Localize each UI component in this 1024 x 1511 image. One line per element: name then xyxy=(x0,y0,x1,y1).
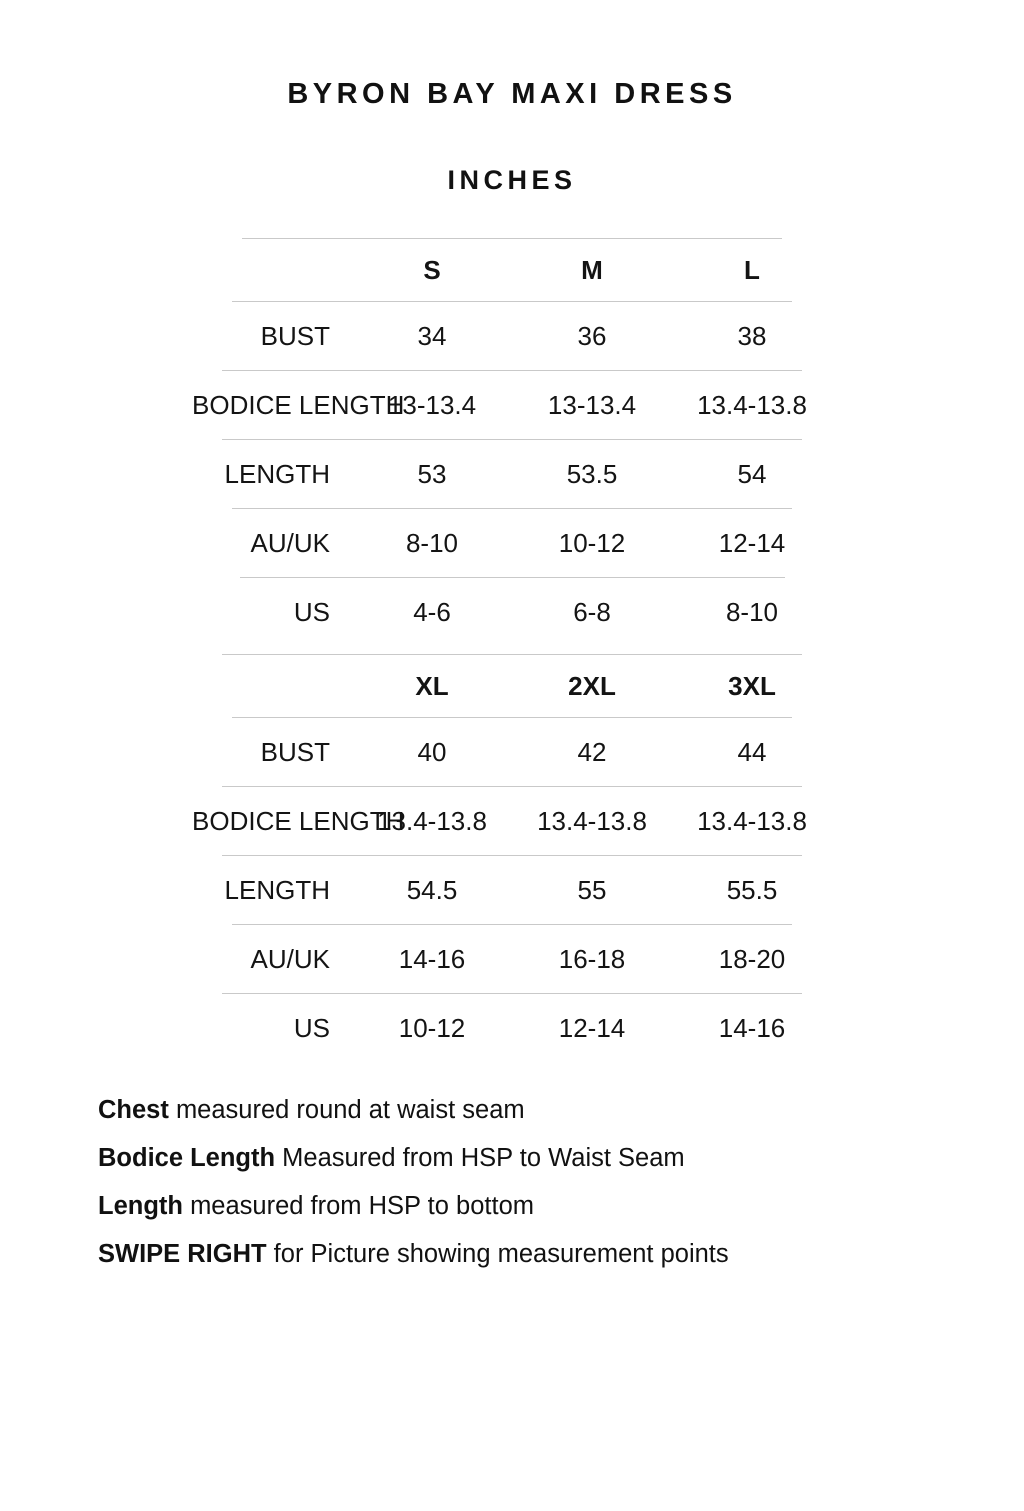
cell-us-s: 4-6 xyxy=(413,596,451,627)
note-length-text: measured from HSP to bottom xyxy=(182,1192,534,1220)
note-length-term: Length xyxy=(98,1192,183,1220)
table-row xyxy=(192,578,832,646)
note-bodice-length xyxy=(98,1134,1024,1182)
cell-bust-l: 38 xyxy=(737,320,767,351)
size-table-small xyxy=(0,238,1024,646)
note-bodice-length-text: Measured from HSP to Waist Seam xyxy=(275,1144,685,1172)
table-row xyxy=(192,440,832,508)
table-corner xyxy=(192,239,352,301)
table-row xyxy=(192,994,832,1062)
note-chest-text: measured round at waist seam xyxy=(168,1096,525,1124)
column-header-3xl: 3XL xyxy=(728,670,776,701)
row-label-length: LENGTH xyxy=(224,874,330,905)
cell-bodice-length-m: 13-13.4 xyxy=(547,389,637,420)
row-label-length: LENGTH xyxy=(224,458,330,489)
row-label-us: US xyxy=(293,596,330,627)
cell-bodice-length-3xl: 13.4-13.8 xyxy=(697,805,807,836)
cell-bodice-length-xl: 13.4-13.8 xyxy=(377,805,487,836)
cell-length-s: 53 xyxy=(417,458,447,489)
table-row xyxy=(192,509,832,577)
row-label-bodice-length: BODICE LENGTH xyxy=(192,805,405,836)
cell-length-3xl: 55.5 xyxy=(726,874,778,905)
note-swipe-right xyxy=(98,1230,1024,1278)
table-header-row xyxy=(192,239,832,301)
note-bodice-length-term: Bodice Length xyxy=(98,1144,276,1172)
row-label-bust: BUST xyxy=(260,736,330,767)
cell-bodice-length-s: 13-13.4 xyxy=(387,389,477,420)
cell-bodice-length-2xl: 13.4-13.8 xyxy=(537,805,647,836)
cell-au-uk-l: 12-14 xyxy=(718,527,786,558)
cell-length-m: 53.5 xyxy=(566,458,618,489)
cell-us-2xl: 12-14 xyxy=(558,1012,626,1043)
note-swipe-right-term: SWIPE RIGHT xyxy=(98,1240,267,1268)
cell-us-3xl: 14-16 xyxy=(718,1012,786,1043)
cell-us-l: 8-10 xyxy=(725,596,779,627)
size-table-large xyxy=(0,654,1024,1062)
cell-bust-2xl: 42 xyxy=(577,736,607,767)
note-chest xyxy=(98,1086,1024,1134)
row-label-bodice-length: BODICE LENGTH xyxy=(192,389,405,420)
note-length xyxy=(98,1182,1024,1230)
row-label-us: US xyxy=(293,1012,330,1043)
column-header-xl: XL xyxy=(415,670,449,701)
table-row xyxy=(192,718,832,786)
page-title: BYRON BAY MAXI DRESS xyxy=(287,78,737,110)
size-table-bottom xyxy=(192,655,832,717)
cell-au-uk-xl: 14-16 xyxy=(398,943,466,974)
row-label-au-uk: AU/UK xyxy=(250,527,330,558)
cell-bodice-length-l: 13.4-13.8 xyxy=(697,389,807,420)
cell-length-xl: 54.5 xyxy=(406,874,458,905)
cell-us-m: 6-8 xyxy=(573,596,611,627)
cell-bust-3xl: 44 xyxy=(737,736,767,767)
units-subtitle: INCHES xyxy=(447,165,577,195)
cell-length-l: 54 xyxy=(737,458,767,489)
table-row xyxy=(192,371,832,439)
table-row xyxy=(192,925,832,993)
table-row xyxy=(192,302,832,370)
cell-au-uk-m: 10-12 xyxy=(558,527,626,558)
cell-us-xl: 10-12 xyxy=(398,1012,466,1043)
size-table-top xyxy=(192,239,832,301)
measurement-notes xyxy=(0,1086,1024,1278)
cell-au-uk-s: 8-10 xyxy=(405,527,459,558)
column-header-2xl: 2XL xyxy=(568,670,616,701)
cell-bust-s: 34 xyxy=(417,320,447,351)
cell-bust-m: 36 xyxy=(577,320,607,351)
table-row xyxy=(192,787,832,855)
row-label-bust: BUST xyxy=(260,320,330,351)
cell-au-uk-3xl: 18-20 xyxy=(718,943,786,974)
size-chart-page xyxy=(0,78,1024,1511)
table-corner xyxy=(192,655,352,717)
note-swipe-right-text: for Picture showing measurement points xyxy=(266,1240,729,1268)
column-header-l: L xyxy=(744,254,760,285)
note-chest-term: Chest xyxy=(98,1096,169,1124)
column-header-s: S xyxy=(423,254,441,285)
cell-au-uk-2xl: 16-18 xyxy=(558,943,626,974)
cell-length-2xl: 55 xyxy=(577,874,607,905)
table-row xyxy=(192,856,832,924)
cell-bust-xl: 40 xyxy=(417,736,447,767)
row-label-au-uk: AU/UK xyxy=(250,943,330,974)
table-header-row xyxy=(192,655,832,717)
column-header-m: M xyxy=(581,254,603,285)
